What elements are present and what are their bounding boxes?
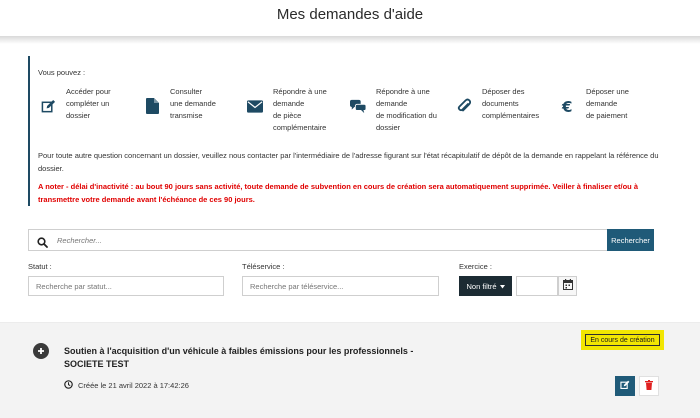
paperclip-icon xyxy=(456,98,472,114)
action-text: Accéder pour xyxy=(66,87,111,96)
search-bar xyxy=(28,229,654,251)
action-text: complémentaires xyxy=(482,111,540,120)
euro-icon xyxy=(560,98,576,114)
delete-button[interactable] xyxy=(639,376,659,396)
action-text: demande xyxy=(376,99,408,108)
inactivity-warning: A noter - délai d'inactivité : au bout 90 jours sans activité, toute demande de subvention en cours de création sera automatiquement supprimée. Veiller à finaliser et/ou à transmettre votre demande avant l'échéance de ces 90 jours. xyxy=(38,182,638,204)
calendar-button[interactable] xyxy=(558,276,577,296)
search-icon xyxy=(37,235,49,247)
action-upload-documents xyxy=(456,86,562,122)
exercice-year-input[interactable] xyxy=(516,276,558,296)
edit-icon xyxy=(40,98,56,114)
action-text: Déposer une xyxy=(586,87,629,96)
edit-icon xyxy=(620,377,630,395)
action-payment xyxy=(560,86,666,122)
statut-filter-input[interactable] xyxy=(28,276,224,296)
action-text: de pièce xyxy=(273,111,302,120)
teleservice-label: Téléservice : xyxy=(242,262,285,271)
file-icon xyxy=(144,98,160,114)
action-list xyxy=(30,86,670,136)
exercice-select-label: Non filtré xyxy=(466,281,497,291)
status-badge: En cours de création xyxy=(585,334,660,346)
page-header xyxy=(0,0,700,40)
action-text: Consulter xyxy=(170,87,203,96)
action-text: complémentaire xyxy=(273,123,327,132)
exercice-label: Exercice : xyxy=(459,262,492,271)
edit-button[interactable] xyxy=(615,376,635,396)
action-text: de modification du xyxy=(376,111,437,120)
info-panel xyxy=(28,56,670,206)
creation-date xyxy=(64,380,189,391)
action-text: de paiement xyxy=(586,111,628,120)
action-text: documents xyxy=(482,99,519,108)
header-divider xyxy=(0,36,700,44)
trash-icon xyxy=(645,377,653,395)
action-text: Répondre à une xyxy=(273,87,327,96)
action-consult xyxy=(144,86,250,122)
action-text: une demande xyxy=(170,99,216,108)
envelope-icon xyxy=(247,98,263,114)
action-reply-piece xyxy=(247,86,353,134)
action-text: demande xyxy=(586,99,618,108)
teleservice-filter-input[interactable] xyxy=(242,276,439,296)
search-button[interactable]: Rechercher xyxy=(607,229,654,251)
statut-label: Statut : xyxy=(28,262,52,271)
action-text: transmise xyxy=(170,111,203,120)
action-text: dossier xyxy=(376,123,401,132)
exercice-select[interactable] xyxy=(459,276,512,296)
clock-icon xyxy=(64,380,73,391)
action-text: demande xyxy=(273,99,305,108)
search-input[interactable] xyxy=(57,233,597,247)
info-intro: Vous pouvez : xyxy=(38,68,86,77)
demande-title[interactable]: Soutien à l'acquisition d'un véhicule à faibles émissions pour les professionnels - SOCIETE TEST xyxy=(64,346,414,369)
action-edit xyxy=(40,86,146,122)
plus-icon xyxy=(37,342,45,360)
action-text: Déposer des xyxy=(482,87,525,96)
expand-button[interactable] xyxy=(33,343,49,359)
contact-text: Pour toute autre question concernant un dossier, veuillez nous contacter par l'intermédiaire de l'adresse figurant sur l'état récapitulatif de dépôt de la demande en rappelant la référence du dossier. xyxy=(38,151,659,173)
caret-down-icon xyxy=(500,282,505,291)
svg-text:€: € xyxy=(562,98,573,114)
creation-date-text: Créée le 21 avril 2022 à 17:42:26 xyxy=(78,381,189,390)
page-title: Mes demandes d'aide xyxy=(276,6,424,23)
action-text: Répondre à une xyxy=(376,87,430,96)
action-reply-modification xyxy=(350,86,466,134)
action-text: dossier xyxy=(66,111,91,120)
calendar-icon xyxy=(563,277,573,295)
action-text: compléter un xyxy=(66,99,110,108)
comments-icon xyxy=(350,98,366,114)
